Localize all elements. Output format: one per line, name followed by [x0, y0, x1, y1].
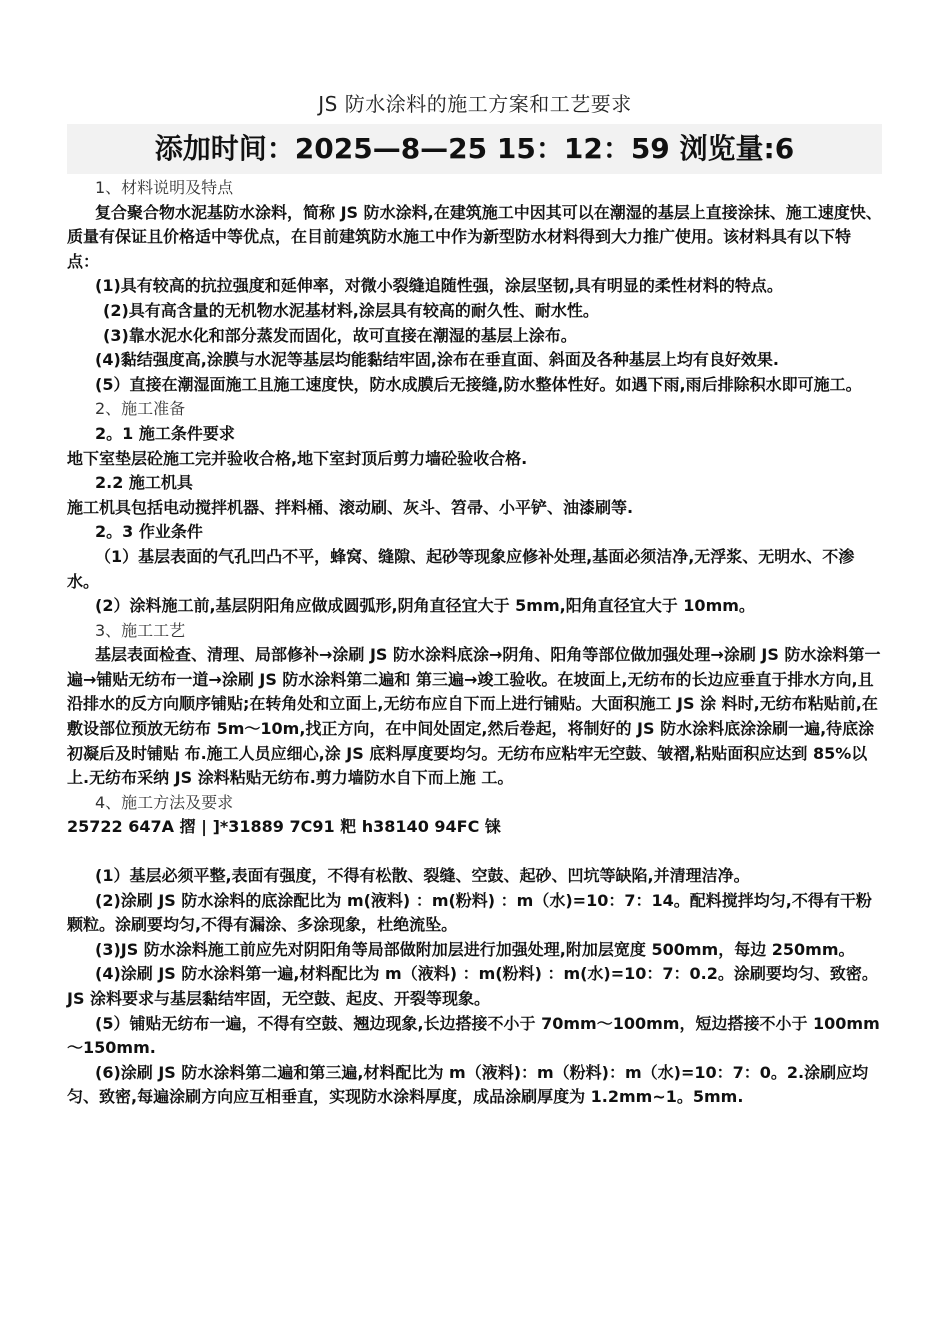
requirement-item-4: (4)涂刷 JS 防水涂料第一遍,材料配比为 m（液料) ：m(粉料) ：m(水)=10：7：0.2。涂刷要均匀、致密。JS 涂料要求与基层黏结牢固，无空鼓、起皮、开裂等现象。 — [67, 964, 878, 1008]
meta-info-bar: 添加时间：2025—8—25 15：12：59 浏览量:6 — [67, 124, 882, 174]
requirement-item-1: (1）基层必须平整,表面有强度，不得有松散、裂缝、空鼓、起砂、凹坑等缺陷,并清理洁净。 — [95, 866, 750, 886]
subsection-heading-2-1: 2。1 施工条件要求 — [95, 423, 235, 443]
requirement-item-3: (3)JS 防水涂料施工前应先对阴阳角等局部做附加层进行加强处理,附加层宽度 500mm，每边 250mm。 — [95, 939, 855, 959]
code-line: 25722 647A 摺 | ]*31889 7C91 粑 h38140 94FC 铼 — [67, 817, 501, 837]
feature-item-5: (5）直接在潮湿面施工且施工速度快，防水成膜后无接缝,防水整体性好。如遇下雨,雨后排除积水即可施工。 — [95, 374, 862, 394]
section-heading-3: 3、施工工艺 — [95, 620, 186, 640]
subsection-text-2-2: 施工机具包括电动搅拌机器、拌料桶、滚动刷、灰斗、笤帚、小平铲、油漆刷等. — [67, 497, 634, 517]
requirement-item-6: (6)涂刷 JS 防水涂料第二遍和第三遍,材料配比为 m（液料)：m（粉料)：m（水)=10：7：0。2.涂刷应均匀、致密,每遍涂刷方向应互相垂直，实现防水涂料厚度，成品涂刷厚度为 1.2mm~1。5mm. — [67, 1062, 869, 1107]
section-heading-1: 1、材料说明及特点 — [95, 178, 234, 197]
condition-item-2: (2）涂料施工前,基层阴阳角应做成圆弧形,阴角直径宜大于 5mm,阳角直径宜大于 10mm。 — [95, 596, 755, 616]
feature-item-1: (1)具有较高的抗拉强度和延伸率，对微小裂缝追随性强，涂层坚韧,具有明显的柔性材料的特点。 — [95, 276, 783, 296]
section-heading-4: 4、施工方法及要求 — [95, 792, 234, 812]
subsection-heading-2-3: 2。3 作业条件 — [95, 522, 203, 542]
blank-gap — [67, 840, 882, 864]
subsection-text-2-1: 地下室垫层砼施工完并验收合格,地下室封顶后剪力墙砼验收合格. — [67, 448, 528, 468]
document-title: JS 防水涂料的施工方案和工艺要求 — [318, 92, 632, 116]
requirement-item-2: (2)涂刷 JS 防水涂料的底涂配比为 m(液料) ：m(粉料) ：m（水)=10：7：14。配料搅拌均匀,不得有干粉颗粒。涂刷要均匀,不得有漏涂、多涂现象，杜绝流坠。 — [67, 890, 872, 935]
section-3-text: 基层表面检查、清理、局部修补→涂刷 JS 防水涂料底涂→阴角、阳角等部位做加强处理→涂刷 JS 防水涂料第一遍→铺贴无纺布一道→涂刷 JS 防水涂料第二遍和 第三遍→竣工验收。在坡面上,无纺布的长边应垂直于排水方向,且沿排水的反方向顺序铺贴;在转角处和立面上,无纺布应自下而上进行铺贴。大面积施工 JS 涂 料时,无纺布粘贴前,在敷设部位预放无纺布 5m～10m,找正方向，在中间处固定,然后卷起，将制好的 JS 防水涂料底涂涂刷一遍,待底涂初凝后及时铺贴 布.施工人员应细心,涂 JS 底料厚度要均匀。无纺布应粘牢无空鼓、皱褶,粘贴面积应达到 85%以上.无纺布采纳 JS 涂料粘贴无纺布.剪力墙防水自下而上施 工。 — [67, 645, 881, 788]
feature-item-4: (4)黏结强度高,涂膜与水泥等基层均能黏结牢固,涂布在垂直面、斜面及各种基层上均有良好效果. — [95, 350, 779, 370]
document-body — [67, 176, 882, 1110]
condition-item-1: （1）基层表面的气孔凹凸不平，蜂窝、缝隙、起砂等现象应修补处理,基面必须洁净,无浮浆、无明水、不渗水。 — [67, 546, 855, 591]
feature-item-2: (2)具有高含量的无机物水泥基材料,涂层具有较高的耐久性、耐水性。 — [103, 300, 599, 320]
section-1-intro: 复合聚合物水泥基防水涂料，简称 JS 防水涂料,在建筑施工中因其可以在潮湿的基层上直接涂抹、施工速度快、质量有保证且价格适中等优点，在目前建筑防水施工中作为新型防水材料得到大力推广使用。该材料具有以下特点： — [67, 202, 882, 271]
requirement-item-5: (5）铺贴无纺布一遍，不得有空鼓、翘边现象,长边搭接不小于 70mm～100mm，短边搭接不小于 100mm～150mm. — [67, 1013, 880, 1058]
subsection-heading-2-2: 2.2 施工机具 — [95, 473, 193, 493]
feature-item-3: (3)靠水泥水化和部分蒸发而固化，故可直接在潮湿的基层上涂布。 — [103, 325, 577, 345]
section-heading-2: 2、施工准备 — [95, 399, 186, 419]
